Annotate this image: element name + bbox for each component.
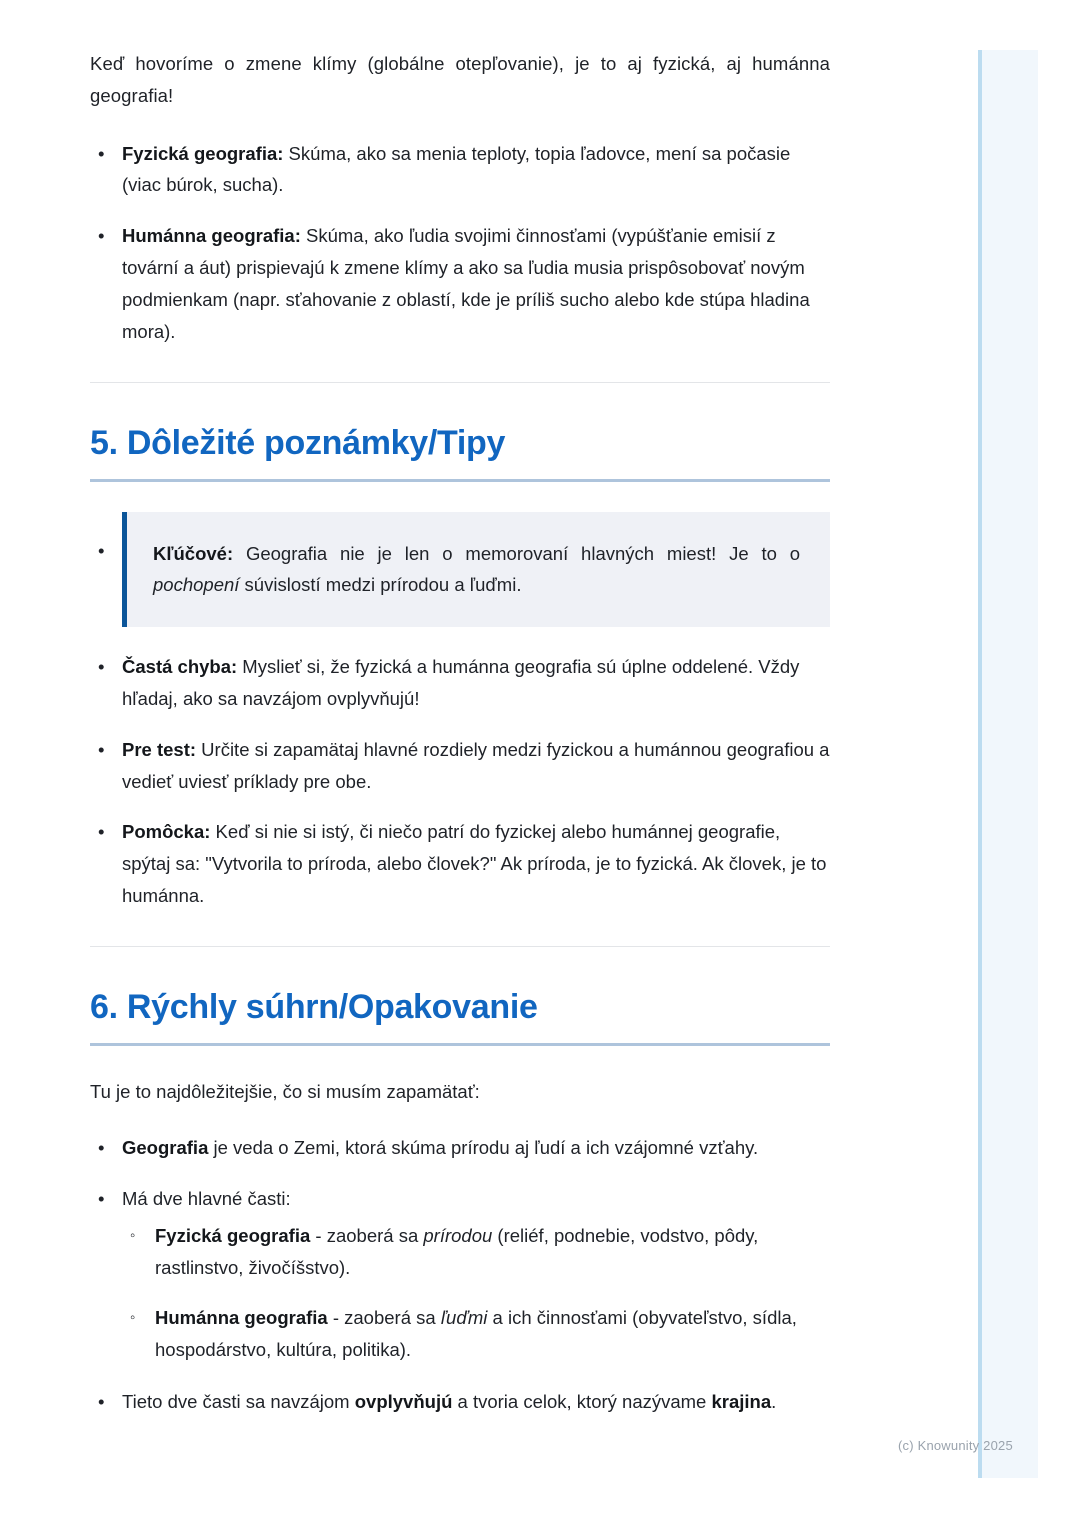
callout-italic: pochopení xyxy=(153,574,240,596)
bullet-marker-icon: • xyxy=(98,1136,105,1158)
sub-list-item-italic: ľuďmi xyxy=(440,1307,488,1329)
list-item-text: Skúma, ako ľudia svojimi činnosťami (vypúšťanie emisií z tovární a áut) prispievajú k zmene klímy a ako sa ľudia musia prispôsobovať novým podmienkam (napr. sťahovanie z oblastí, kde je príliš sucho alebo kde stúpa hladina mora). xyxy=(122,225,810,342)
sub-list-item-text-after: (reliéf, podnebie, vodstvo, pôdy, rastlinstvo, živočíšstvo). xyxy=(155,1225,759,1279)
list-item-label: Humánna geografia: xyxy=(122,225,301,247)
bullet-marker-icon: • xyxy=(98,821,105,843)
bullet-marker-icon: • xyxy=(98,1390,105,1412)
intro-paragraph: Keď hovoríme o zmene klímy (globálne otepľovanie), je to aj fyzická, aj humánna geografia! xyxy=(90,53,830,106)
section-divider xyxy=(90,946,830,947)
list-item xyxy=(90,1386,830,1418)
section-6-title: 6. Rýchly súhrn/Opakovanie xyxy=(90,987,830,1046)
list-item-text: je veda o Zemi, ktorá skúma prírodu aj ľudí a ich vzájomné vzťahy. xyxy=(208,1136,759,1158)
list-item-text: Má dve hlavné časti: xyxy=(122,1187,291,1209)
section-5-bullet-list xyxy=(90,651,830,912)
copyright-watermark: (c) Knowunity 2025 xyxy=(898,1438,1013,1453)
list-item xyxy=(90,1183,830,1366)
list-item-text-after: . xyxy=(771,1390,777,1412)
bullet-marker-icon: • xyxy=(98,225,105,247)
bullet-marker-icon: • xyxy=(98,738,105,760)
circle-bullet-marker-icon: ◦ xyxy=(130,1227,136,1245)
sub-list-item-italic: prírodou xyxy=(423,1225,493,1247)
spacer xyxy=(90,482,830,512)
circle-bullet-marker-icon: ◦ xyxy=(130,1309,136,1327)
callout-label: Kľúčové: xyxy=(153,542,234,564)
sub-list-item-text-before: - zaoberá sa xyxy=(310,1225,424,1247)
key-callout-item xyxy=(90,512,830,628)
list-item-bold-1: ovplyvňujú xyxy=(354,1390,453,1412)
section-5-title: 5. Dôležité poznámky/Tipy xyxy=(90,423,830,482)
bullet-marker-icon: • xyxy=(98,539,105,561)
document-page xyxy=(90,0,830,1437)
sub-list-item-text-after: a ich činnosťami (obyvateľstvo, sídla, hospodárstvo, kultúra, politika). xyxy=(155,1307,797,1360)
section-divider xyxy=(90,382,830,383)
list-item-text: Keď si nie si istý, či niečo patrí do fyzickej alebo humánnej geografie, spýtaj sa: "Vytvorila to príroda, alebo človek?" Ak príroda, je to fyzická. Ak človek, je to humánna. xyxy=(122,821,827,907)
list-item-text-before: Tieto dve časti sa navzájom xyxy=(122,1390,355,1412)
list-item-bold-2: krajina xyxy=(711,1390,772,1412)
list-item-label: Častá chyba: xyxy=(122,656,238,678)
list-item-text: Myslieť si, že fyzická a humánna geografia sú úplne oddelené. Vždy hľadaj, ako sa navzájom ovplyvňujú! xyxy=(122,656,800,710)
key-callout-box xyxy=(122,512,830,628)
section-6-sub-list xyxy=(122,1220,830,1365)
list-item-label: Fyzická geografia: xyxy=(122,142,284,164)
list-item-text-mid: a tvoria celok, ktorý nazývame xyxy=(452,1390,712,1412)
list-item-label: Pre test: xyxy=(122,738,197,760)
list-item xyxy=(90,816,830,911)
bullet-marker-icon: • xyxy=(98,656,105,678)
section-6-lead: Tu je to najdôležitejšie, čo si musím zapamätať: xyxy=(90,1081,480,1103)
callout-text-after: súvislostí medzi prírodou a ľuďmi. xyxy=(239,574,522,596)
sub-list-item xyxy=(122,1302,830,1366)
list-item-text: Skúma, ako sa menia teploty, topia ľadovce, mení sa počasie (viac búrok, sucha). xyxy=(122,142,791,196)
section-6-bullet-list xyxy=(90,1132,830,1418)
intro-bullet-list xyxy=(90,138,830,348)
list-item xyxy=(90,651,830,715)
list-item xyxy=(90,138,830,202)
list-item xyxy=(90,1132,830,1164)
sub-list-item-label: Fyzická geografia xyxy=(155,1225,311,1247)
sub-list-item-label: Humánna geografia xyxy=(155,1307,328,1329)
sub-list-item-text-before: - zaoberá sa xyxy=(327,1307,441,1329)
right-side-panel xyxy=(978,50,1038,1478)
bullet-marker-icon: • xyxy=(98,142,105,164)
list-item xyxy=(90,220,830,347)
list-item-label: Pomôcka: xyxy=(122,821,211,843)
bullet-marker-icon: • xyxy=(98,1187,105,1209)
list-item xyxy=(90,734,830,798)
sub-list-item xyxy=(122,1220,830,1284)
callout-text-before: Geografia nie je len o memorovaní hlavných miest! Je to o xyxy=(233,542,800,564)
spacer xyxy=(90,1046,830,1076)
list-item-label: Geografia xyxy=(122,1136,209,1158)
list-item-text: Určite si zapamätaj hlavné rozdiely medzi fyzickou a humánnou geografiou a vedieť uviesť príklady pre obe. xyxy=(122,738,830,792)
